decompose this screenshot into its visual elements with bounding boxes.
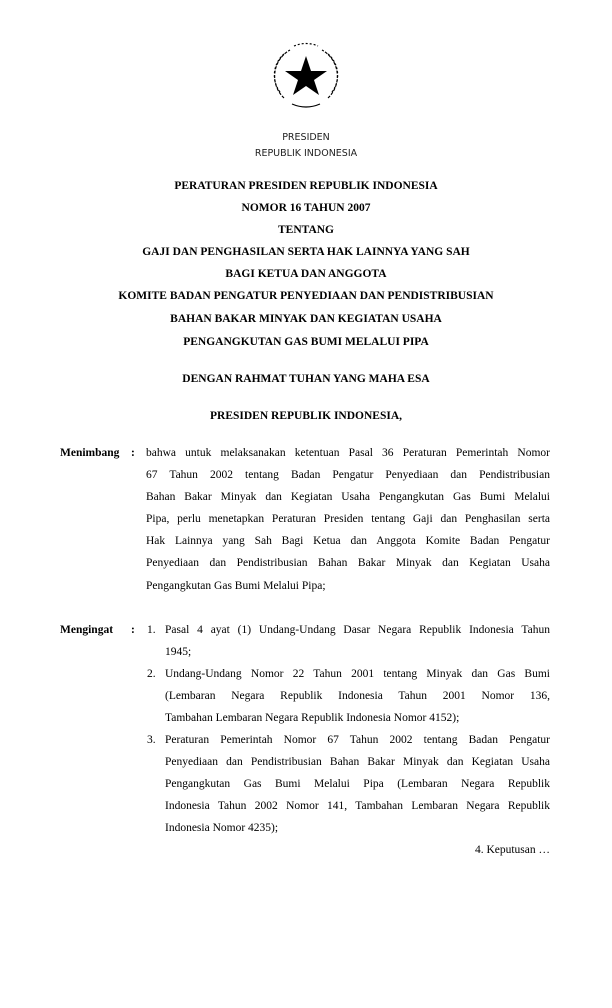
mengingat-line: Pasal 4 ayat (1) Undang-Undang Dasar Negara Republik Indonesia Tahun	[165, 624, 550, 636]
continuation-note: 4. Keputusan …	[474, 844, 550, 856]
mengingat-line: Undang-Undang Nomor 22 Tahun 2001 tentang Minyak dan Gas Bumi	[165, 668, 550, 680]
item-number: 3.	[147, 734, 156, 746]
title-line: KOMITE BADAN PENGATUR PENYEDIAAN DAN PENDISTRIBUSIAN	[118, 290, 494, 302]
header-republik-indonesia: REPUBLIK INDONESIA	[254, 148, 358, 159]
president-heading: PRESIDEN REPUBLIK INDONESIA,	[209, 410, 403, 422]
menimbang-line: Pengangkutan Gas Bumi Melalui Pipa;	[146, 580, 326, 592]
menimbang-line: Hak Lainnya yang Sah Bagi Ketua dan Anggota Komite Badan Pengatur	[146, 535, 550, 547]
header-presiden: PRESIDEN	[282, 132, 330, 143]
mengingat-line: Indonesia Nomor 4235);	[165, 822, 279, 834]
mengingat-line: Tambahan Lembaran Negara Republik Indonesia Nomor 4152);	[165, 712, 460, 724]
mengingat-line: Peraturan Pemerintah Nomor 67 Tahun 2002 tentang Badan Pengatur	[165, 734, 550, 746]
title-line: BAHAN BAKAR MINYAK DAN KEGIATAN USAHA	[170, 313, 442, 325]
mengingat-line: Indonesia Tahun 2002 Nomor 141, Tambahan Lembaran Negara Republik	[165, 800, 550, 812]
mengingat-label: Mengingat	[60, 624, 114, 636]
menimbang-line: Penyediaan dan Pendistribusian Bahan Bakar Minyak dan Kegiatan Usaha	[146, 557, 550, 569]
invocation: DENGAN RAHMAT TUHAN YANG MAHA ESA	[182, 373, 430, 385]
menimbang-line: Bahan Bakar Minyak dan Kegiatan Usaha Pengangkutan Gas Bumi Melalui	[146, 491, 550, 503]
mengingat-line: Penyediaan dan Pendistribusian Bahan Bakar Minyak dan Kegiatan Usaha	[165, 756, 550, 768]
title-line: PERATURAN PRESIDEN REPUBLIK INDONESIA	[174, 180, 438, 192]
menimbang-label: Menimbang	[60, 447, 120, 459]
menimbang-colon: :	[131, 447, 135, 459]
title-line: TENTANG	[277, 224, 335, 236]
title-line: NOMOR 16 TAHUN 2007	[241, 202, 371, 214]
title-line: PENGANGKUTAN GAS BUMI MELALUI PIPA	[183, 336, 429, 348]
item-number: 2.	[147, 668, 156, 680]
presidential-emblem-icon	[270, 40, 342, 112]
menimbang-line: Pipa, perlu menetapkan Peraturan Presiden tentang Gaji dan Penghasilan serta	[146, 513, 550, 525]
mengingat-line: Pengangkutan Gas Bumi Melalui Pipa (Lembaran Negara Republik	[165, 778, 550, 790]
item-number: 1.	[147, 624, 156, 636]
mengingat-line: 1945;	[165, 646, 192, 658]
menimbang-line: bahwa untuk melaksanakan ketentuan Pasal 36 Peraturan Pemerintah Nomor	[146, 447, 550, 459]
mengingat-line: (Lembaran Negara Republik Indonesia Tahun 2001 Nomor 136,	[165, 690, 550, 702]
title-line: GAJI DAN PENGHASILAN SERTA HAK LAINNYA YANG SAH	[142, 246, 470, 258]
title-line: BAGI KETUA DAN ANGGOTA	[225, 268, 387, 280]
mengingat-colon: :	[131, 624, 135, 636]
menimbang-line: 67 Tahun 2002 tentang Badan Pengatur Penyediaan dan Pendistribusian	[146, 469, 550, 481]
